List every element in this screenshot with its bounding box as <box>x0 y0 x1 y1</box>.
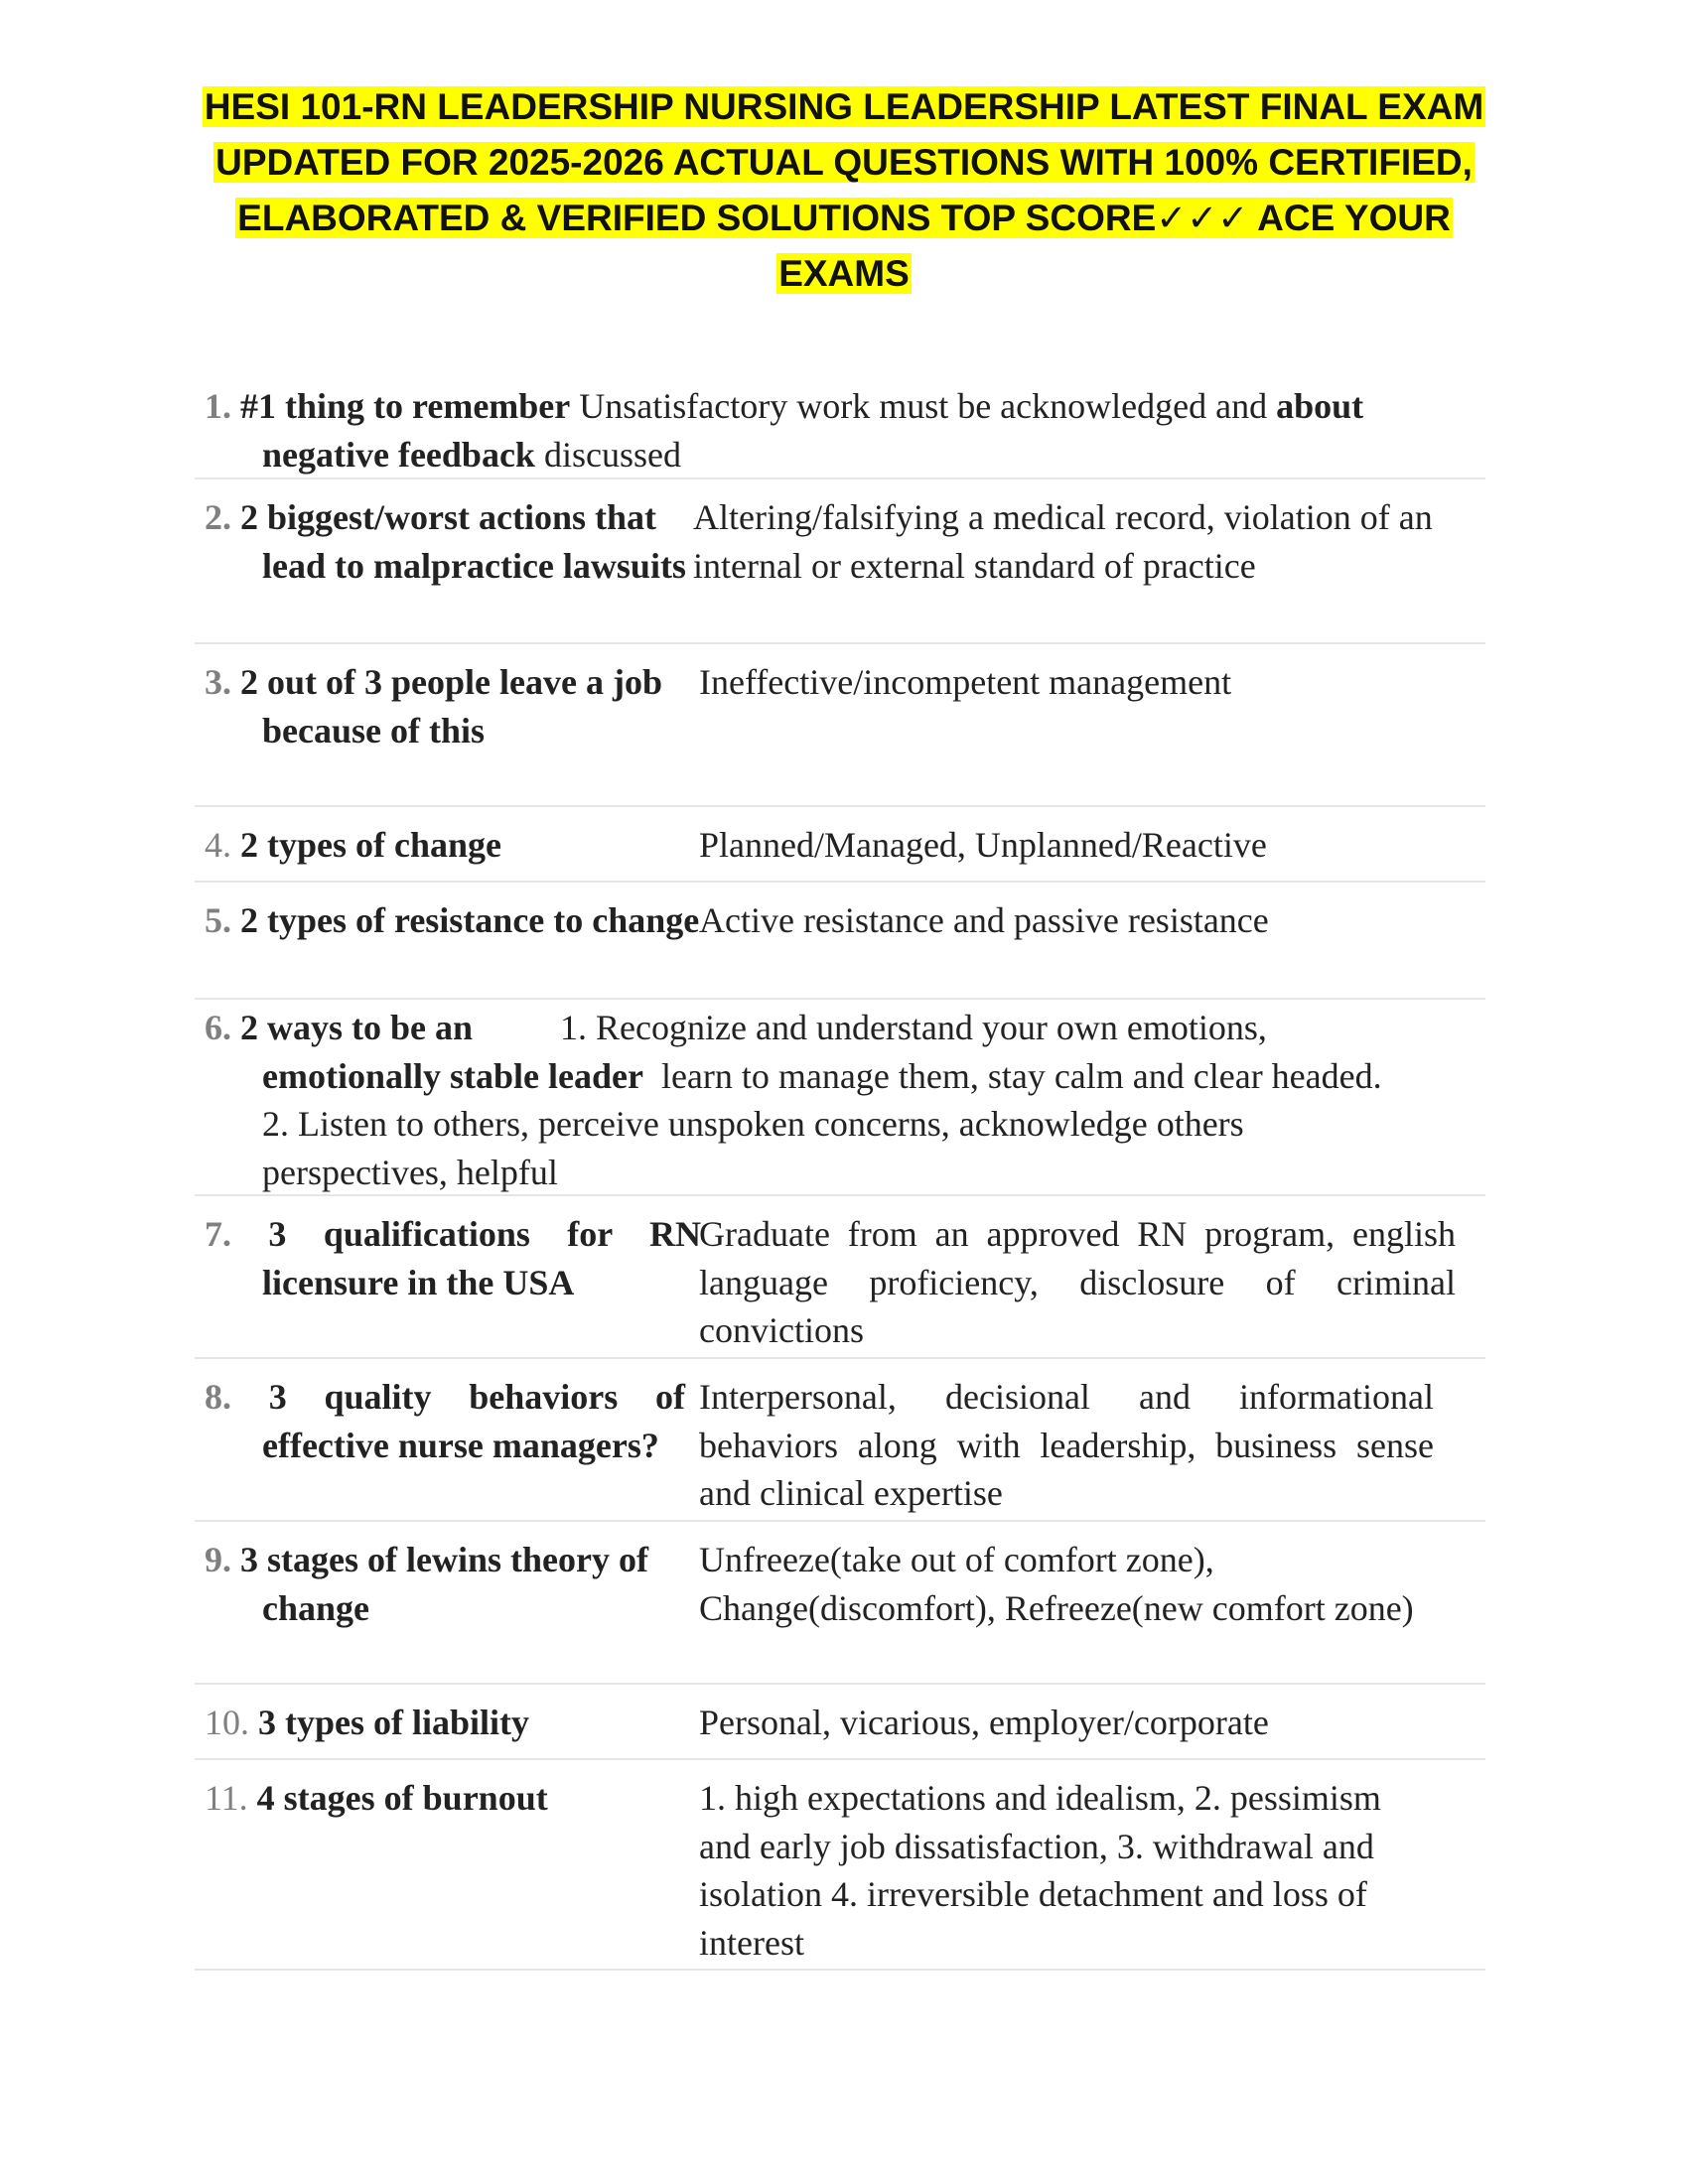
qa-item-1-text <box>195 382 1485 478</box>
qa-item-2 <box>195 479 1485 644</box>
answer: Altering/falsifying a medical record, violation of an internal or external standard of practice <box>693 497 1433 586</box>
item-number: 6. <box>205 1008 231 1047</box>
question-text: 3 types of liability <box>258 1703 530 1742</box>
question <box>195 1210 701 1306</box>
title-line-3: ELABORATED & VERIFIED SOLUTIONS TOP SCORE✓✓✓ ACE YOUR <box>237 198 1451 238</box>
answer: 1. high expectations and idealism, 2. pessimism and early job dissatisfaction, 3. withdrawal and isolation 4. irreversible detachment and loss of interest <box>699 1778 1381 1963</box>
qa-item-5 <box>195 883 1485 1000</box>
question <box>195 1774 701 1823</box>
qa-item-11 <box>195 1760 1485 1971</box>
answer-text: 1. Recognize and understand your own emotions, <box>560 1008 1267 1047</box>
answer: Ineffective/incompetent management <box>699 662 1232 702</box>
item-number: 5. <box>205 900 231 940</box>
question-text: 4 stages of burnout <box>256 1778 548 1818</box>
title-line-2: UPDATED FOR 2025-2026 ACTUAL QUESTIONS WITH 100% CERTIFIED, <box>215 142 1473 183</box>
qa-item-9 <box>195 1522 1485 1685</box>
title-line-4: EXAMS <box>778 253 910 294</box>
document-title <box>149 79 1539 302</box>
answer-text: Unsatisfactory work must be acknowledged and <box>570 386 1277 426</box>
item-number: 11. <box>205 1778 248 1818</box>
question <box>195 1373 685 1469</box>
qa-item-10 <box>195 1685 1485 1760</box>
question-text: 2 types of resistance to change <box>240 900 700 940</box>
question-text-continued: emotionally stable leader <box>262 1055 643 1096</box>
qa-item-7 <box>195 1196 1485 1359</box>
answer: Interpersonal, decisional and informational behaviors along with leadership, business sense and clinical expertise <box>699 1377 1434 1513</box>
qa-item-6-text <box>195 1004 1485 1196</box>
question <box>195 1536 701 1632</box>
item-number: 10. <box>205 1703 249 1742</box>
qa-item-6 <box>195 1000 1485 1196</box>
answer-text-rest: 2. Listen to others, perceive unspoken concerns, acknowledge others perspectives, helpful <box>262 1104 1244 1192</box>
answer: Planned/Managed, Unplanned/Reactive <box>699 825 1267 865</box>
answer-text-continued: learn to manage them, stay calm and clear headed. <box>660 1055 1382 1096</box>
answer: Active resistance and passive resistance <box>699 900 1269 940</box>
qa-item-8 <box>195 1359 1485 1522</box>
question-text: 2 biggest/worst actions that lead to malpractice lawsuits <box>240 497 686 586</box>
title-line-1: HESI 101-RN LEADERSHIP NURSING LEADERSHIP LATEST FINAL EXAM <box>204 86 1484 127</box>
answer: Graduate from an approved RN program, english language proficiency, disclosure of criminal convictions <box>699 1214 1456 1350</box>
item-number: 1. <box>205 386 231 426</box>
question <box>195 493 701 590</box>
question <box>195 821 701 870</box>
item-number: 7. <box>205 1214 231 1254</box>
question <box>195 1699 701 1747</box>
qa-item-3 <box>195 644 1485 807</box>
question-text: 2 ways to be an <box>240 1008 474 1047</box>
qa-item-1 <box>195 382 1485 479</box>
question <box>195 896 701 945</box>
question-text: 3 qualifications for RN licensure in the USA <box>262 1214 702 1302</box>
question-text: 3 quality behaviors of effective nurse managers? <box>262 1377 685 1465</box>
item-number: 9. <box>205 1540 231 1579</box>
qa-item-4 <box>195 807 1485 883</box>
qa-list <box>195 382 1485 1971</box>
answer-text-continued: discussed <box>534 434 681 475</box>
question-text: #1 thing to remember <box>240 386 571 426</box>
question-text-continued: about negative feedback <box>262 386 1364 475</box>
question <box>195 658 701 754</box>
item-number: 3. <box>205 662 231 702</box>
question-text: 2 out of 3 people leave a job because of this <box>240 662 662 751</box>
item-number: 8. <box>205 1377 231 1417</box>
answer: Unfreeze(take out of comfort zone), Change(discomfort), Refreeze(new comfort zone) <box>699 1540 1414 1628</box>
question-text: 2 types of change <box>240 825 501 865</box>
item-number: 4. <box>205 825 231 865</box>
question-text: 3 stages of lewins theory of change <box>240 1540 648 1628</box>
item-number: 2. <box>205 497 231 537</box>
answer: Personal, vicarious, employer/corporate <box>699 1703 1269 1742</box>
